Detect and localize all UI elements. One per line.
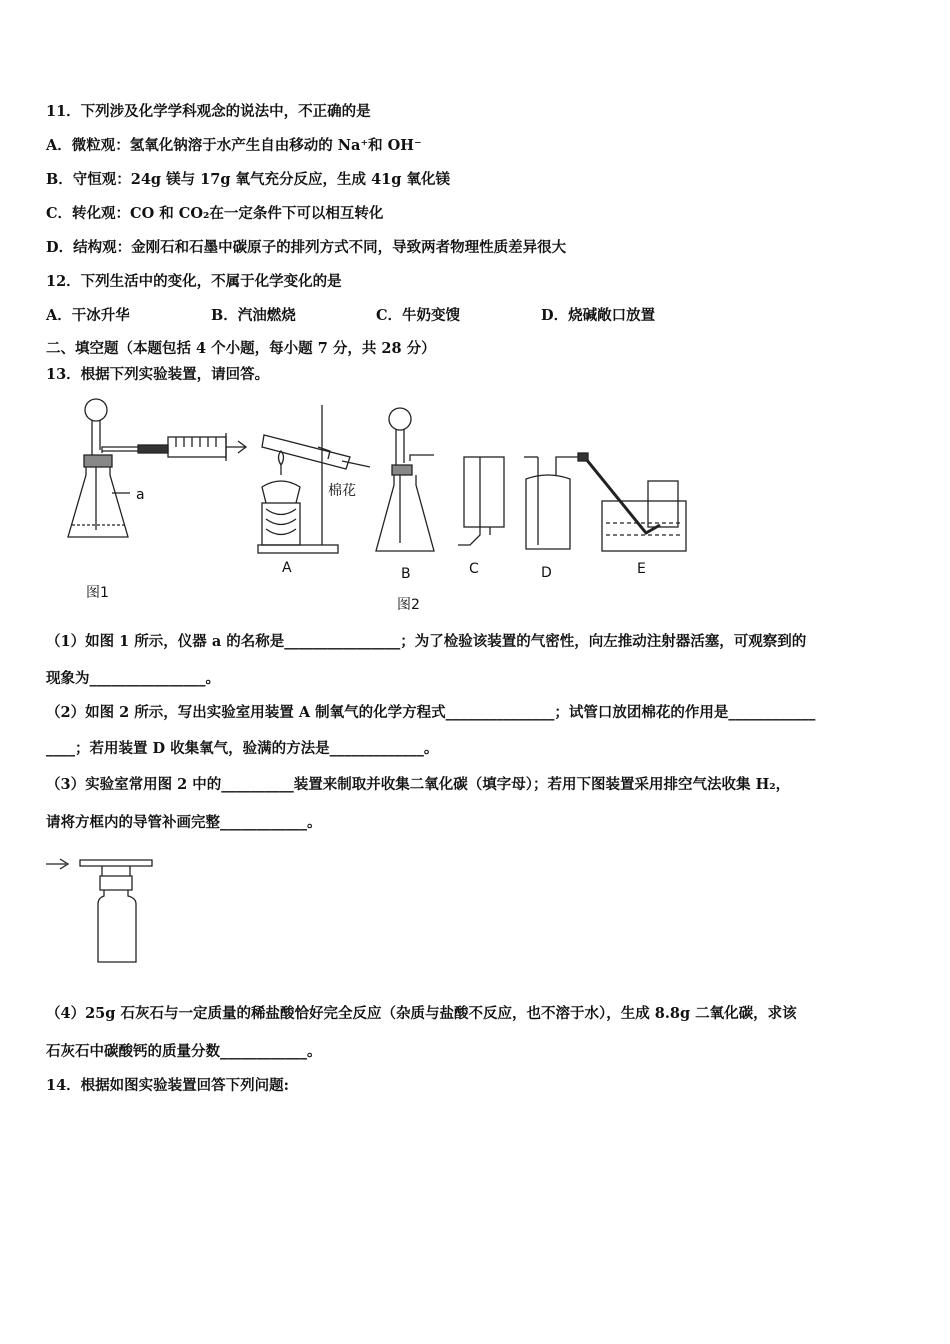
app-label-a: A [282,560,292,576]
q12-option-a: A．干冰升华 [46,307,130,324]
gas-bottle-figure [40,850,190,970]
apparatus-c [458,457,504,545]
q13-p2-line2: ____；若用装置 D 收集氧气，验满的方法是_____________。 [46,740,439,757]
q11-option-a: A．微粒观：氢氧化钠溶于水产生自由移动的 Na⁺和 OH⁻ [46,137,422,154]
fig1-label: 图1 [86,585,109,601]
q13-p3-line2: 请将方框内的导管补画完整____________。 [46,814,322,831]
apparatus-d [524,457,580,549]
q13-p3-line1: （3）实验室常用图 2 中的__________装置来制取并收集二氧化碳（填字母）；若用下图装置采用排空气法收集 H₂， [46,776,791,793]
app-label-e: E [637,561,646,577]
q13-p2-line1: （2）如图 2 所示，写出实验室用装置 A 制氧气的化学方程式_______________；试管口放团棉花的作用是____________ [46,704,816,721]
label-a: a [136,487,145,503]
app-label-c: C [469,561,479,577]
q12-option-c: C．牛奶变馊 [376,307,461,324]
section-heading: 二、填空题（本题包括 4 个小题，每小题 7 分，共 28 分） [46,340,436,357]
q13-p4-line2: 石灰石中碳酸钙的质量分数____________。 [46,1043,322,1060]
apparatus-a [258,405,370,553]
q11-option-b: B．守恒观：24g 镁与 17g 氧气充分反应，生成 41g 氧化镁 [46,171,450,188]
q13-p4-line1: （4）25g 石灰石与一定质量的稀盐酸恰好完全反应（杂质与盐酸不反应，也不溶于水），生成 8.8g 二氧化碳，求该 [46,1005,797,1022]
apparatus-figure [0,395,950,625]
q13-p1-line2: 现象为________________。 [46,670,220,687]
fig2-label: 图2 [397,597,420,613]
q12-option-d: D．烧碱敞口放置 [541,307,656,324]
q12-options [46,306,655,326]
q11-option-c: C．转化观：CO 和 CO₂在一定条件下可以相互转化 [46,205,384,222]
arrow-icon [46,859,68,869]
q13-stem: 13．根据下列实验装置，请回答。 [46,366,270,383]
q11-stem: 11．下列涉及化学学科观念的说法中，不正确的是 [46,103,371,120]
q14-stem: 14．根据如图实验装置回答下列问题: [46,1077,290,1094]
q12-option-b: B．汽油燃烧 [211,307,296,324]
q11-option-d: D．结构观：金刚石和石墨中碳原子的排列方式不同，导致两者物理性质差异很大 [46,239,567,256]
label-cotton: 棉花 [328,483,356,499]
app-label-d: D [541,565,552,581]
fig1-flask-syringe [68,399,246,537]
apparatus-e [578,453,686,551]
q12-stem: 12．下列生活中的变化，不属于化学变化的是 [46,273,342,290]
apparatus-b [376,408,434,551]
app-label-b: B [401,566,411,582]
q13-p1-line1: （1）如图 1 所示，仪器 a 的名称是________________；为了检验该装置的气密性，向左推动注射器活塞，可观察到的 [46,633,807,650]
